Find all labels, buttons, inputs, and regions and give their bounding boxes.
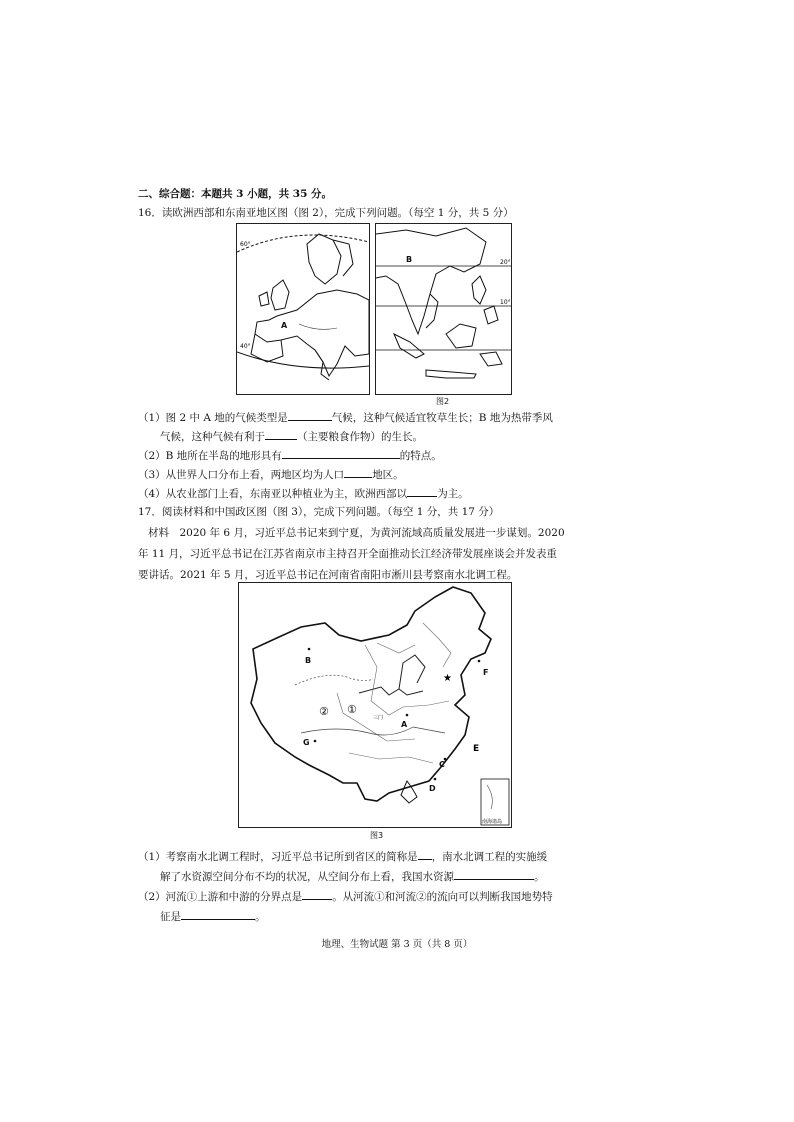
q16-p3-text-a: （3）从世界人口分布上看，两地区均为人口	[138, 469, 345, 481]
q17-material-line3: 要讲话。2021 年 5 月，习近平总书记在河南省南阳市淅川县考察南水北调工程。	[138, 569, 518, 581]
map3-label-C: C	[439, 760, 445, 769]
q17-p2-text-d: 。	[255, 911, 266, 923]
map3-river1: ①	[347, 703, 357, 716]
q17-p1-blank2[interactable]	[454, 869, 534, 880]
map3-label-G: G	[303, 738, 310, 747]
q16-p4-text-a: （4）从农业部门上看，东南亚以种植业为主，欧洲西部以	[138, 488, 408, 500]
page-footer: 地理、生物试题 第 3 页（共 8 页）	[321, 939, 473, 950]
q17-p2-text-a: （2）河流①上游和中游的分界点是	[138, 891, 303, 903]
map3-label-E: E	[473, 744, 480, 754]
map3-inset-label: 南海诸岛	[482, 819, 503, 825]
q16-p1-blank1[interactable]	[288, 410, 332, 421]
q17-stem: 17．阅读材料和中国政区图（图 3），完成下列问题。（每空 1 分，共 17 分）	[138, 506, 500, 518]
q17-p1-text-b: ，南水北调工程的实施缓	[431, 851, 548, 863]
q16-p1-text-d: （主要粮食作物）的生长。	[297, 431, 423, 443]
q16-p4-line	[138, 486, 668, 501]
fig2-caption: 图2	[436, 397, 450, 406]
q17-p2-line1	[138, 889, 668, 904]
q16-p1-text-b: 气候，这种气候适宜牧草生长；B 地为热带季风	[331, 412, 553, 424]
q17-p1-text-c: 解了水资源空间分布不均的状况，从空间分布上看，我国水资源	[160, 871, 454, 883]
map-china	[238, 582, 512, 828]
q16-p1-text-c: 气候，这种气候有利于	[160, 431, 265, 443]
map2-lat-10: 10°	[500, 299, 511, 306]
q17-material-line2: 年 11 月，习近平总书记在江苏省南京市主持召开全面推动长江经济带发展座谈会并发表重	[138, 548, 558, 560]
q17-p2-blank1[interactable]	[302, 889, 332, 900]
map3-label-D: D	[429, 784, 436, 793]
q16-p1-line1	[138, 410, 668, 425]
q16-p2-text-a: （2）B 地所在半岛的地形具有	[138, 450, 282, 462]
q16-stem: 16．读欧洲西部和东南亚地区图（图 2），完成下列问题。（每空 1 分，共 5 分）	[138, 207, 514, 219]
map3-label-A: A	[401, 720, 408, 729]
map2-lat-60: 60°	[240, 241, 251, 248]
section-title: 二、综合题：本题共 3 小题，共 35 分。	[138, 188, 333, 200]
map3-label-F: F	[483, 668, 489, 677]
map-china-drawing	[239, 583, 511, 827]
q17-p2-line2	[160, 909, 690, 924]
q17-p2-text-b: 。从河流①和河流②的流向可以判断我国地势特	[332, 891, 553, 903]
q16-p2-blank[interactable]	[282, 448, 400, 459]
map-southeast-asia	[375, 223, 512, 395]
map3-river2: ②	[319, 705, 329, 718]
map-western-europe-drawing	[237, 224, 369, 394]
q16-p2-text-b: 的特点。	[399, 450, 442, 462]
q17-p2-blank2[interactable]	[181, 909, 255, 920]
fig3-caption: 图3	[370, 831, 384, 840]
q16-p3-line	[138, 467, 668, 482]
q17-material-line1: 材料 2020 年 6 月，习近平总书记来到宁夏，为黄河流域高质量发展进一步谋划。2020	[148, 527, 565, 539]
map-western-europe	[236, 223, 370, 395]
q16-p1-text-a: （1）图 2 中 A 地的气候类型是	[138, 412, 288, 424]
map3-sanxia: 三门	[373, 715, 384, 721]
map3-capital-star: ★	[443, 673, 452, 684]
map2-lat-40: 40°	[240, 343, 251, 350]
q17-p1-text-a: （1）考察南水北调工程时，习近平总书记所到省区的简称是	[138, 851, 418, 863]
q16-p4-text-b: 为主。	[437, 488, 469, 500]
q17-p1-text-d: 。	[534, 871, 545, 883]
q16-p4-blank[interactable]	[407, 486, 437, 497]
q16-p2-line	[138, 448, 668, 463]
map2-label-A: A	[281, 321, 288, 330]
q16-p3-text-b: 地区。	[372, 469, 404, 481]
map-southeast-asia-drawing	[376, 224, 511, 394]
q16-p3-blank[interactable]	[344, 467, 372, 478]
map2-label-B: B	[406, 255, 413, 264]
q17-p1-line1	[138, 849, 668, 864]
map2-lat-20: 20°	[500, 259, 511, 266]
q16-p1-line2	[160, 429, 690, 444]
map3-label-B: B	[305, 656, 312, 665]
q17-p1-line2	[160, 869, 690, 884]
q17-p1-blank1[interactable]	[418, 849, 432, 860]
q16-p1-blank2[interactable]	[265, 429, 297, 440]
q17-p2-text-c: 征是	[160, 911, 181, 923]
